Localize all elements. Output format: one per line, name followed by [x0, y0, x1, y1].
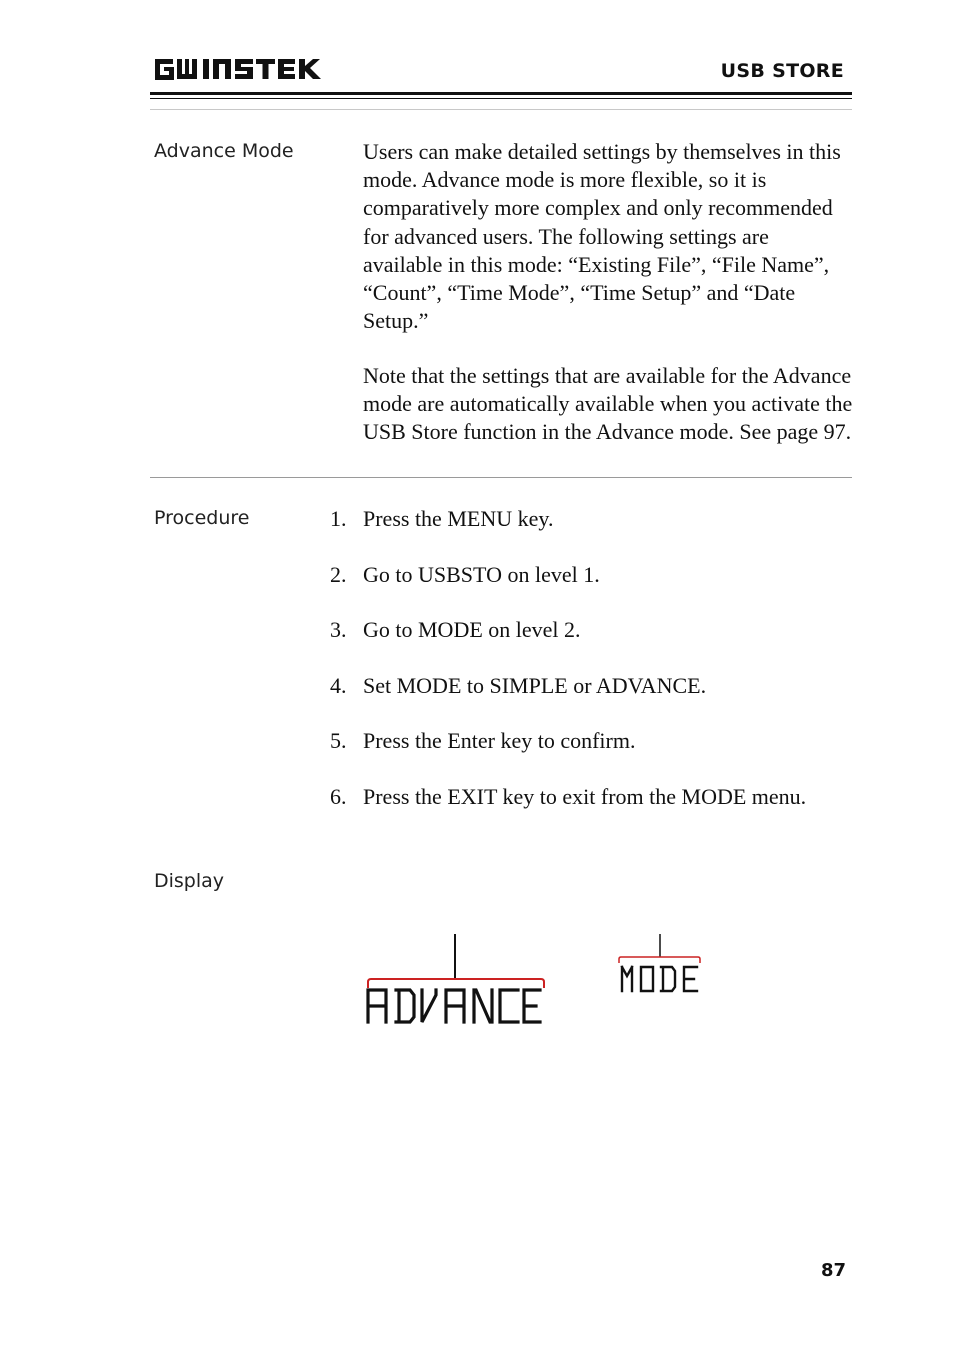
step-text: Go to USBSTO on level 1. [363, 562, 600, 587]
sub-readout-bracket [619, 957, 700, 963]
step-number: 6. [330, 784, 347, 809]
lcd-sub-readout [622, 967, 697, 991]
step-text: Press the MENU key. [363, 506, 554, 531]
step-number: 2. [330, 562, 347, 587]
advance-mode-label: Advance Mode [154, 140, 294, 162]
step-text: Press the Enter key to confirm. [363, 728, 636, 753]
main-readout-bracket [368, 979, 544, 988]
section-title: USB STORE [720, 60, 844, 82]
advance-mode-paragraph-2: Note that the settings that are available for the Advance mode are automatically available when you activate the USB Store function in the Advance mode. See page 97. [363, 363, 853, 445]
advance-mode-paragraph-1: Users can make detailed settings by themselves in this mode. Advance mode is more flexible, so it is comparatively more complex and only recommended for advanced users. The following settings are available in this mode: “Existing File”, “File Name”, “Count”, “Time Mode”, “Time Setup” and “Date Setup.” [363, 139, 841, 334]
display-label: Display [154, 870, 225, 892]
page-number: 87 [820, 1260, 846, 1281]
step-text: Press the EXIT key to exit from the MODE menu. [363, 784, 807, 809]
step-number: 5. [330, 728, 347, 753]
step-text: Go to MODE on level 2. [363, 617, 581, 642]
step-text: Set MODE to SIMPLE or ADVANCE. [363, 673, 707, 698]
step-number: 1. [330, 506, 347, 531]
procedure-label: Procedure [154, 507, 250, 529]
step-number: 3. [330, 617, 347, 642]
lcd-main-readout [368, 990, 540, 1022]
step-number: 4. [330, 673, 347, 698]
